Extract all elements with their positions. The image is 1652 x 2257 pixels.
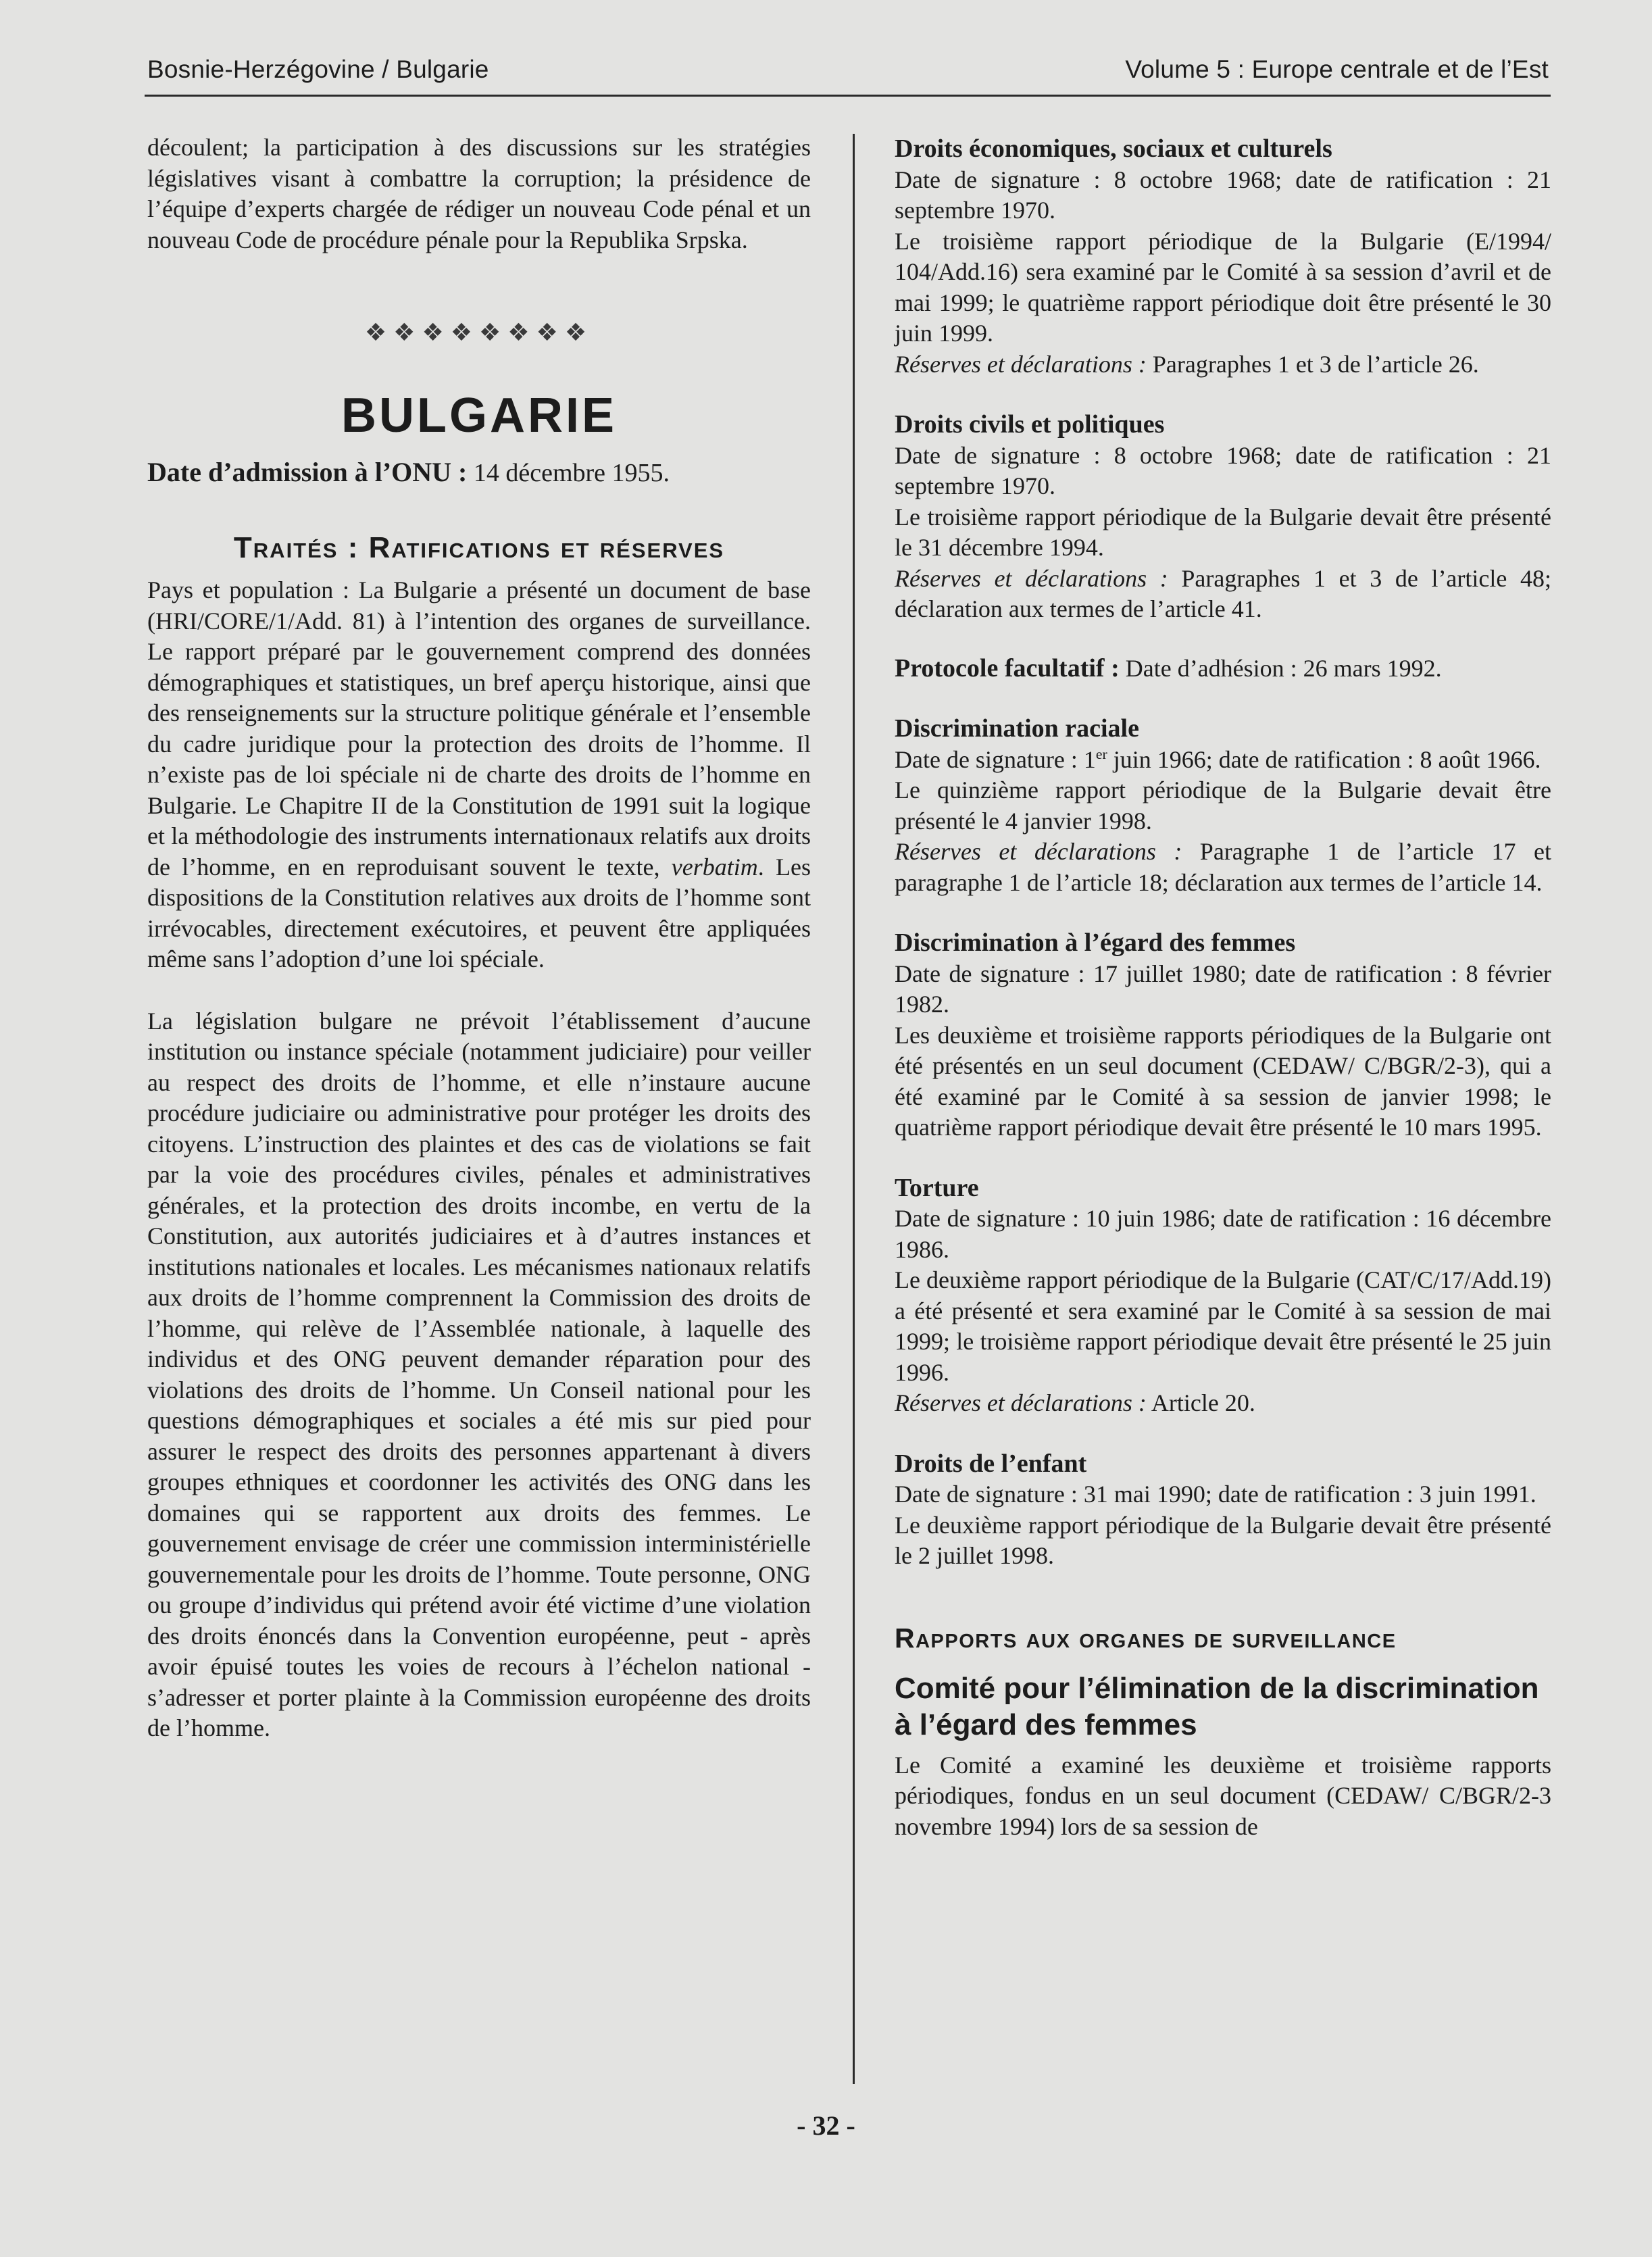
committee-heading: Comité pour l’élimination de la discrimination à l’égard des femmes xyxy=(895,1671,1539,1741)
reservations-text: Paragraphes 1 et 3 de l’article 26. xyxy=(1146,350,1479,378)
country-profile-paragraph xyxy=(147,575,811,975)
treaty-report-esc: Le troisième rapport périodique de la Bulgarie (E/1994/ 104/Add.16) sera examiné par le Comité à sa session d’avril et de mai 1999; le quatrième rapport périodique doit être présenté le 30 juin 1999. xyxy=(895,227,1551,347)
reservations-label: Réserves et déclarations : xyxy=(895,1389,1147,1416)
treaty-heading-cat: Torture xyxy=(895,1173,979,1202)
cerd-dates-text-end: juin 1966; date de ratification : 8 août 1966. xyxy=(1107,745,1541,773)
left-column xyxy=(147,132,811,1744)
treaty-heading-ccpr: Droits civils et politiques xyxy=(895,410,1165,439)
treaty-heading-cerd: Discrimination raciale xyxy=(895,714,1139,743)
reservations-text: Article 20. xyxy=(1146,1389,1255,1416)
treaty-dates-ccpr: Date de signature : 8 octobre 1968; date de ratification : 21 septembre 1970. xyxy=(895,441,1551,499)
treaty-heading-cedaw: Discrimination à l’égard des femmes xyxy=(895,928,1296,957)
cerd-dates-text: Date de signature : 1 xyxy=(895,745,1096,773)
column-divider xyxy=(853,134,855,2084)
optional-protocol xyxy=(895,653,1551,685)
committee-paragraph: Le Comité a examiné les deuxième et troisième rapports périodiques, fondus en un seul document (CEDAW/ C/BGR/2-3 novembre 1994) lors de sa session de xyxy=(895,1751,1551,1840)
treaty-report-ccpr: Le troisième rapport périodique de la Bulgarie devait être présenté le 31 décembre 1994. xyxy=(895,503,1551,561)
legislation-paragraph: La législation bulgare ne prévoit l’établissement d’aucune institution ou instance spéciale (notamment judiciaire) pour veiller au respect des droits de l’homme, et elle n’instaure aucune procédure judiciaire ou administrative pour protéger les droits des citoyens. L’instruction des plaintes et des cas de violations se fait par la voie des procédures civiles, pénales et administratives générales, et la protection des droits incombe, en vertu de la Constitution, aux autorités judiciaires et à d’autres instances et institutions nationales et locales. Les mécanismes nationaux relatifs aux droits de l’homme comprennent la Commission des droits de l’homme, qui relève de l’Assemblée nationale, à laquelle des individus et des ONG peuvent demander réparation pour des violations des droits de l’homme. Un Conseil national pour les questions démographiques et sociales a été mis sur pied pour assurer le respect des droits des personnes appartenant à divers groupes ethniques et coordonner les activités des ONG dans les domaines qui se rapportent aux droits des femmes. Le gouvernement envisage de créer une commission interministérielle gouvernementale pour les droits de l’homme. Toute personne, ONG ou groupe d’individus qui prétend avoir été victime d’une violation des droits énoncés dans la Convention européenne, peut - après avoir épuisé toutes les voies de recours à l’échelon national - s’adresser et porter plainte à la Commission européenne des droits de l’homme. xyxy=(147,1007,811,1741)
reservations-label: Réserves et déclarations : xyxy=(895,564,1168,592)
treaty-dates-cedaw: Date de signature : 17 juillet 1980; date de ratification : 8 février 1982. xyxy=(895,960,1551,1018)
country-profile-text: Pays et population : La Bulgarie a présenté un document de base (HRI/CORE/1/Add. 81) à l’intention des organes de surveillance. Le rapport préparé par le gouvernement comprend des données démographiques et statistiques, un bref aperçu historique, ainsi que des renseignements sur la structure politique générale et l’ensemble du cadre juridique pour la protection des droits de l’homme. Il n’existe pas de loi spéciale ni de charte des droits de l’homme en Bulgarie. Le Chapitre II de la Constitution de 1991 suit la logique et la méthodologie des instruments internationaux relatifs aux droits de l’homme, en en reproduisant souvent le texte, xyxy=(147,576,811,881)
header-rule xyxy=(145,95,1551,97)
reservations-text: Paragraphe 1 de l’article 17 et paragraphe 1 de l’article 18; déclaration aux termes de l’article 14. xyxy=(895,838,1551,896)
treaty-dates-cat: Date de signature : 10 juin 1986; date de ratification : 16 décembre 1986. xyxy=(895,1205,1551,1263)
continuation-paragraph: découlent; la participation à des discussions sur les stratégies législatives visant à combattre la corruption; la présidence de l’équipe d’experts chargée de rédiger un nouveau Code pénal et un nouveau Code de procédure pénale pour la Republika Srpska. xyxy=(147,134,811,253)
treaty-report-cedaw: Les deuxième et troisième rapports périodiques de la Bulgarie ont été présentés en un seul document (CEDAW/ C/BGR/2-3), qui a été examiné par le Comité à sa session de janvier 1998; le quatrième rapport périodique devait être présenté le 10 mars 1995. xyxy=(895,1021,1551,1141)
country-title: BULGARIE xyxy=(341,388,617,443)
optional-protocol-label: Protocole facultatif : xyxy=(895,653,1120,683)
running-header-left: Bosnie-Herzégovine / Bulgarie xyxy=(147,55,489,83)
optional-protocol-text: Date d’adhésion : 26 mars 1992. xyxy=(1119,654,1442,682)
section-title-reports: Rapports aux organes de surveillance xyxy=(895,1622,1397,1654)
treaty-report-cerd: Le quinzième rapport périodique de la Bulgarie devait être présenté le 4 janvier 1998. xyxy=(895,776,1551,835)
reservations-text: Paragraphes 1 et 3 de l’article 48; déclaration aux termes de l’article 41. xyxy=(895,564,1551,622)
treaty-heading-crc: Droits de l’enfant xyxy=(895,1449,1087,1478)
reservations-label: Réserves et déclarations : xyxy=(895,838,1182,865)
treaty-dates-esc: Date de signature : 8 octobre 1968; date de ratification : 21 septembre 1970. xyxy=(895,166,1551,224)
treaty-reservations-esc xyxy=(895,349,1551,380)
ornament-divider: ❖❖❖❖❖❖❖❖ xyxy=(364,319,594,347)
treaty-dates-crc: Date de signature : 31 mai 1990; date de ratification : 3 juin 1991. xyxy=(895,1481,1536,1508)
admission-value: 14 décembre 1955. xyxy=(467,458,670,487)
treaty-report-cat: Le deuxième rapport périodique de la Bulgarie (CAT/C/17/Add.19) a été présenté et sera examiné par le Comité à sa session de mai 1999; le troisième rapport périodique devait être présenté le 25 juin 1996. xyxy=(895,1266,1551,1386)
admission-date xyxy=(147,457,811,489)
running-header-right: Volume 5 : Europe centrale et de l’Est xyxy=(1125,55,1549,83)
section-title-treaties: Traités : Ratifications et réserves xyxy=(233,531,725,564)
reservations-label: Réserves et déclarations : xyxy=(895,350,1147,378)
admission-label: Date d’admission à l’ONU : xyxy=(147,456,468,487)
treaty-dates-cerd xyxy=(895,745,1551,776)
verbatim-italic: verbatim xyxy=(671,853,758,881)
treaty-heading-esc: Droits économiques, sociaux et culturels xyxy=(895,134,1332,163)
ordinal-superscript: er xyxy=(1095,745,1107,762)
country-profile-text-end: . Les dispositions de la Constitution relatives aux droits de l’homme sont irrévocables, directement exécutoires, et peuvent être appliquées même sans l’adoption d’une loi spéciale. xyxy=(147,853,811,972)
treaty-report-crc: Le deuxième rapport périodique de la Bulgarie devait être présenté le 2 juillet 1998. xyxy=(895,1511,1551,1569)
right-column xyxy=(895,132,1551,1842)
treaty-reservations-ccpr xyxy=(895,564,1551,625)
page-number: - 32 - xyxy=(797,2110,855,2141)
treaty-reservations-cerd xyxy=(895,837,1551,898)
treaty-reservations-cat xyxy=(895,1388,1551,1419)
